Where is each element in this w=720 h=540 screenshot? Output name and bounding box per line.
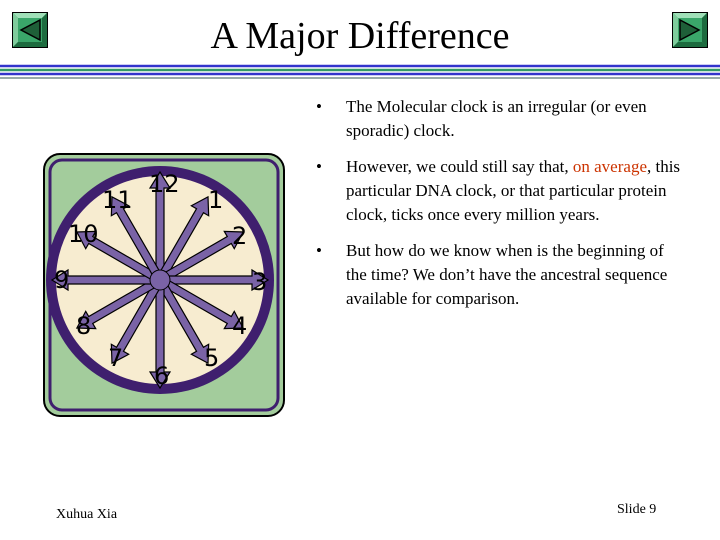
highlight-on-average: on average (572, 157, 647, 176)
slide-title: A Major Difference (210, 15, 510, 57)
clock-number-3: 3 (252, 268, 268, 296)
clock-number-5: 5 (204, 344, 220, 372)
bullet-item: • The Molecular clock is an irregular (or even sporadic) clock. (316, 95, 686, 143)
clock-number-2: 2 (232, 222, 248, 250)
clock-illustration (28, 148, 298, 424)
clock-number-4: 4 (232, 312, 248, 340)
clock-number-6: 6 (154, 362, 170, 390)
clock-number-10: 10 (68, 220, 99, 248)
bullet-item: • However, we could still say that, on average, this particular DNA clock, or that particular protein clock, ticks once every million years. (316, 155, 686, 227)
bullet-item: • But how do we know when is the beginning of the time? We don’t have the ancestral sequence available for comparison. (316, 239, 686, 311)
clock-number-12: 12 (149, 170, 180, 198)
clock-number-9: 9 (54, 266, 70, 294)
footer-slide-number: Slide 9 (617, 502, 657, 517)
title-divider (0, 64, 720, 80)
clock-number-7: 7 (108, 344, 124, 372)
clock-number-1: 1 (208, 186, 224, 214)
bullet-list (316, 95, 686, 323)
clock-number-11: 11 (102, 186, 133, 214)
asterisk-icon (150, 270, 170, 290)
clock-number-8: 8 (76, 312, 92, 340)
footer-author: Xuhua Xia (56, 507, 118, 522)
